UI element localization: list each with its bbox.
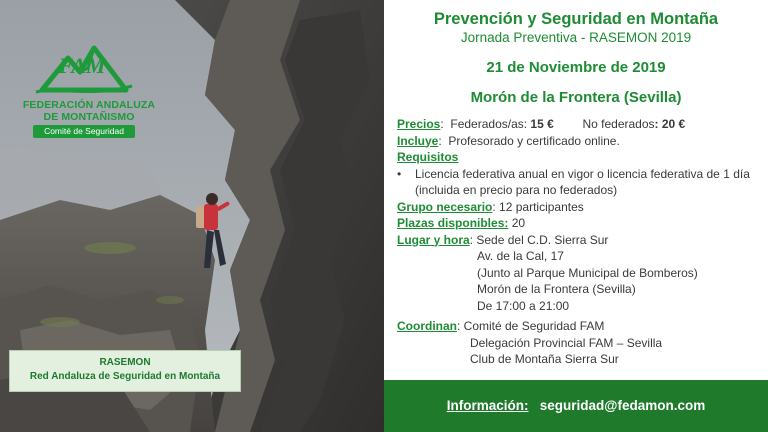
coord-label: Coordinan [397, 319, 457, 333]
comite-badge: Comité de Seguridad [33, 125, 135, 138]
page-subtitle: Jornada Preventiva - RASEMON 2019 [460, 30, 692, 45]
lugar-line: Morón de la Frontera (Sevilla) [477, 282, 636, 296]
footer-label: Información: [446, 398, 529, 413]
info-panel [384, 0, 768, 432]
requisitos-label: Requisitos [397, 150, 459, 164]
fam-abbr: FAM [58, 53, 106, 78]
precios-label: Precios [397, 117, 441, 131]
precios-nofed-text: No federados [582, 117, 655, 131]
incluye-text: Profesorado y certificado online. [448, 133, 620, 148]
precios-row: Precios: Federados/as: 15 € No federados: 20 € [397, 117, 686, 131]
lugar-line: (Junto al Parque Municipal de Bomberos) [477, 265, 698, 280]
plazas-label: Plazas disponibles: [397, 216, 509, 230]
lugar-line: : Sede del C.D. Sierra Sur [469, 232, 609, 247]
requisitos-row [397, 149, 765, 166]
coord-row [397, 318, 765, 335]
rasemon-box [9, 350, 241, 392]
lugar-line: De 17:00 a 21:00 [477, 298, 570, 313]
info-footer [384, 380, 768, 432]
coord-line: Club de Montaña Sierra Sur [470, 352, 619, 366]
grupo-label: Grupo necesario [397, 199, 493, 214]
incluye-row: Incluye: Profesorado y certificado online. [397, 133, 620, 148]
event-details [397, 116, 765, 368]
rasemon-subtitle: Red Andaluza de Seguridad en Montaña [29, 371, 221, 382]
plazas-text: 20 [508, 216, 526, 230]
precios-fed-text: Federados/as: [450, 117, 531, 131]
grupo-text: : 12 participantes [492, 199, 584, 214]
requisitos-text: Licencia federativa anual en vigor o licencia federativa de 1 día (incluida en precio para no federados) [415, 166, 750, 197]
lugar-row [397, 232, 765, 249]
precios-nofed-value: : 20 € [654, 117, 686, 131]
event-place: Morón de la Frontera (Sevilla) [470, 89, 682, 106]
plazas-row [397, 215, 765, 232]
bullet-icon: • [397, 166, 402, 181]
fam-organization-name: FEDERACIÓN ANDALUZA DE MONTAÑISMO [22, 99, 156, 123]
lugar-line: Av. de la Cal, 17 [477, 249, 564, 263]
event-date: 21 de Noviembre de 2019 [486, 59, 666, 76]
incluye-label: Incluye [397, 133, 439, 148]
grupo-row [397, 199, 765, 216]
coord-line: : Comité de Seguridad FAM [457, 319, 605, 333]
requisitos-item [397, 166, 765, 199]
rasemon-title: RASEMON [99, 357, 151, 368]
page-title: Prevención y Seguridad en Montaña [433, 10, 719, 28]
lugar-label: Lugar y hora [397, 232, 470, 247]
precios-fed-value: 15 € [530, 117, 554, 131]
coord-line: Delegación Provincial FAM – Sevilla [470, 335, 663, 350]
footer-email-link[interactable]: seguridad@fedamon.com [539, 398, 706, 413]
